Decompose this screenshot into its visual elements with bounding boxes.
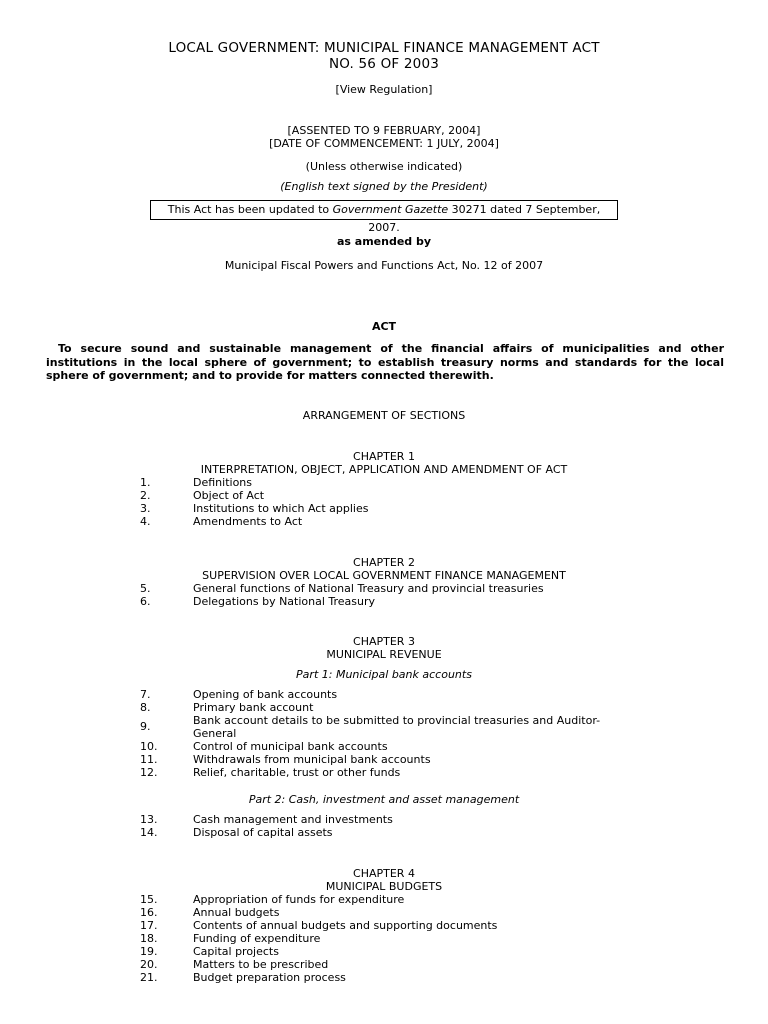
section-number: 20. bbox=[140, 958, 158, 971]
section-number: 5. bbox=[140, 582, 151, 595]
section-row[interactable] bbox=[0, 595, 768, 608]
section-number: 9. bbox=[140, 720, 151, 733]
section-row[interactable] bbox=[0, 476, 768, 489]
section-title: Opening of bank accounts bbox=[193, 688, 338, 701]
section-row[interactable] bbox=[0, 971, 768, 984]
section-title: Withdrawals from municipal bank accounts bbox=[193, 753, 431, 766]
chapter-3-title: MUNICIPAL REVENUE bbox=[326, 648, 442, 661]
section-row[interactable] bbox=[0, 958, 768, 971]
section-number: 12. bbox=[140, 766, 158, 779]
assented-date: [ASSENTED TO 9 FEBRUARY, 2004] bbox=[287, 124, 481, 137]
section-row[interactable] bbox=[0, 753, 768, 766]
as-amended-by-heading: as amended by bbox=[336, 235, 432, 248]
section-number: 16. bbox=[140, 906, 158, 919]
chapter-4-label: CHAPTER 4 bbox=[353, 867, 415, 880]
section-number: 17. bbox=[140, 919, 158, 932]
section-title: Amendments to Act bbox=[193, 515, 303, 528]
section-title: Appropriation of funds for expenditure bbox=[193, 893, 405, 906]
section-number: 13. bbox=[140, 813, 158, 826]
section-row[interactable] bbox=[0, 766, 768, 779]
section-row[interactable] bbox=[0, 893, 768, 906]
section-number: 3. bbox=[140, 502, 151, 515]
view-regulation-link[interactable]: [View Regulation] bbox=[335, 83, 433, 96]
chapter-2-label: CHAPTER 2 bbox=[353, 556, 415, 569]
section-number: 6. bbox=[140, 595, 151, 608]
section-number: 18. bbox=[140, 932, 158, 945]
section-number: 11. bbox=[140, 753, 158, 766]
section-title: Definitions bbox=[193, 476, 252, 489]
section-title: Bank account details to be submitted to provincial treasuries and Auditor-General bbox=[193, 714, 601, 740]
section-title: Institutions to which Act applies bbox=[193, 502, 369, 515]
chapter-3-part-2-heading: Part 2: Cash, investment and asset management bbox=[248, 793, 520, 806]
view-regulation-link-row bbox=[0, 83, 768, 96]
act-title-line-2: NO. 56 OF 2003 bbox=[328, 56, 440, 72]
section-title: Funding of expenditure bbox=[193, 932, 321, 945]
section-row[interactable] bbox=[0, 701, 768, 714]
section-title: Object of Act bbox=[193, 489, 265, 502]
section-title: Delegations by National Treasury bbox=[193, 595, 376, 608]
gazette-name: Government Gazette bbox=[332, 203, 449, 216]
chapter-2-title: SUPERVISION OVER LOCAL GOVERNMENT FINANCE MANAGEMENT bbox=[202, 569, 566, 582]
gazette-suffix: 30271 dated 7 September, 2007. bbox=[368, 203, 601, 234]
section-title: Capital projects bbox=[193, 945, 279, 958]
section-row[interactable] bbox=[0, 515, 768, 528]
section-title: Control of municipal bank accounts bbox=[193, 740, 388, 753]
section-title: General functions of National Treasury and provincial treasuries bbox=[193, 582, 544, 595]
amending-act: Municipal Fiscal Powers and Functions Act, No. 12 of 2007 bbox=[224, 259, 544, 272]
section-title: Disposal of capital assets bbox=[193, 826, 333, 839]
unless-indicated-note: (Unless otherwise indicated) bbox=[305, 160, 463, 173]
arrangement-of-sections-heading: ARRANGEMENT OF SECTIONS bbox=[302, 409, 466, 422]
act-long-title bbox=[46, 342, 724, 383]
section-row[interactable] bbox=[0, 582, 768, 595]
section-title: Primary bank account bbox=[193, 701, 314, 714]
section-number: 15. bbox=[140, 893, 158, 906]
section-row[interactable] bbox=[0, 919, 768, 932]
section-title: Relief, charitable, trust or other funds bbox=[193, 766, 401, 779]
chapter-1-label: CHAPTER 1 bbox=[353, 450, 415, 463]
gazette-update-box bbox=[150, 200, 618, 234]
section-row[interactable] bbox=[0, 740, 768, 753]
section-row[interactable] bbox=[0, 945, 768, 958]
section-row[interactable] bbox=[0, 688, 768, 701]
section-title: Contents of annual budgets and supporting documents bbox=[193, 919, 498, 932]
section-row[interactable] bbox=[0, 813, 768, 826]
act-heading: ACT bbox=[371, 320, 397, 333]
section-number: 1. bbox=[140, 476, 151, 489]
section-row[interactable] bbox=[0, 502, 768, 515]
section-row[interactable] bbox=[0, 489, 768, 502]
chapter-1-title: INTERPRETATION, OBJECT, APPLICATION AND AMENDMENT OF ACT bbox=[200, 463, 568, 476]
section-number: 8. bbox=[140, 701, 151, 714]
section-title: Budget preparation process bbox=[193, 971, 346, 984]
section-row[interactable] bbox=[0, 714, 768, 740]
section-title: Annual budgets bbox=[193, 906, 280, 919]
section-row[interactable] bbox=[0, 932, 768, 945]
section-number: 21. bbox=[140, 971, 158, 984]
section-number: 4. bbox=[140, 515, 151, 528]
chapter-3-label: CHAPTER 3 bbox=[353, 635, 415, 648]
section-row[interactable] bbox=[0, 826, 768, 839]
section-number: 2. bbox=[140, 489, 151, 502]
chapter-4-title: MUNICIPAL BUDGETS bbox=[325, 880, 443, 893]
section-number: 7. bbox=[140, 688, 151, 701]
act-title-line-1: LOCAL GOVERNMENT: MUNICIPAL FINANCE MANAGEMENT ACT bbox=[168, 40, 600, 56]
section-number: 10. bbox=[140, 740, 158, 753]
section-title: Cash management and investments bbox=[193, 813, 393, 826]
section-title: Matters to be prescribed bbox=[193, 958, 329, 971]
commencement-date: [DATE OF COMMENCEMENT: 1 JULY, 2004] bbox=[269, 137, 499, 150]
act-long-title-text: To secure sound and sustainable management of the financial affairs of municipalities and other institutions in the local sphere of government; to establish treasury norms and standards for the local sphere of government; and to provide for matters connected therewith. bbox=[46, 342, 724, 382]
section-number: 19. bbox=[140, 945, 158, 958]
chapter-3-part-1-heading: Part 1: Municipal bank accounts bbox=[296, 668, 472, 681]
signed-by-president-note: (English text signed by the President) bbox=[280, 180, 488, 193]
gazette-prefix: This Act has been updated to bbox=[167, 203, 333, 216]
section-row[interactable] bbox=[0, 906, 768, 919]
section-number: 14. bbox=[140, 826, 158, 839]
